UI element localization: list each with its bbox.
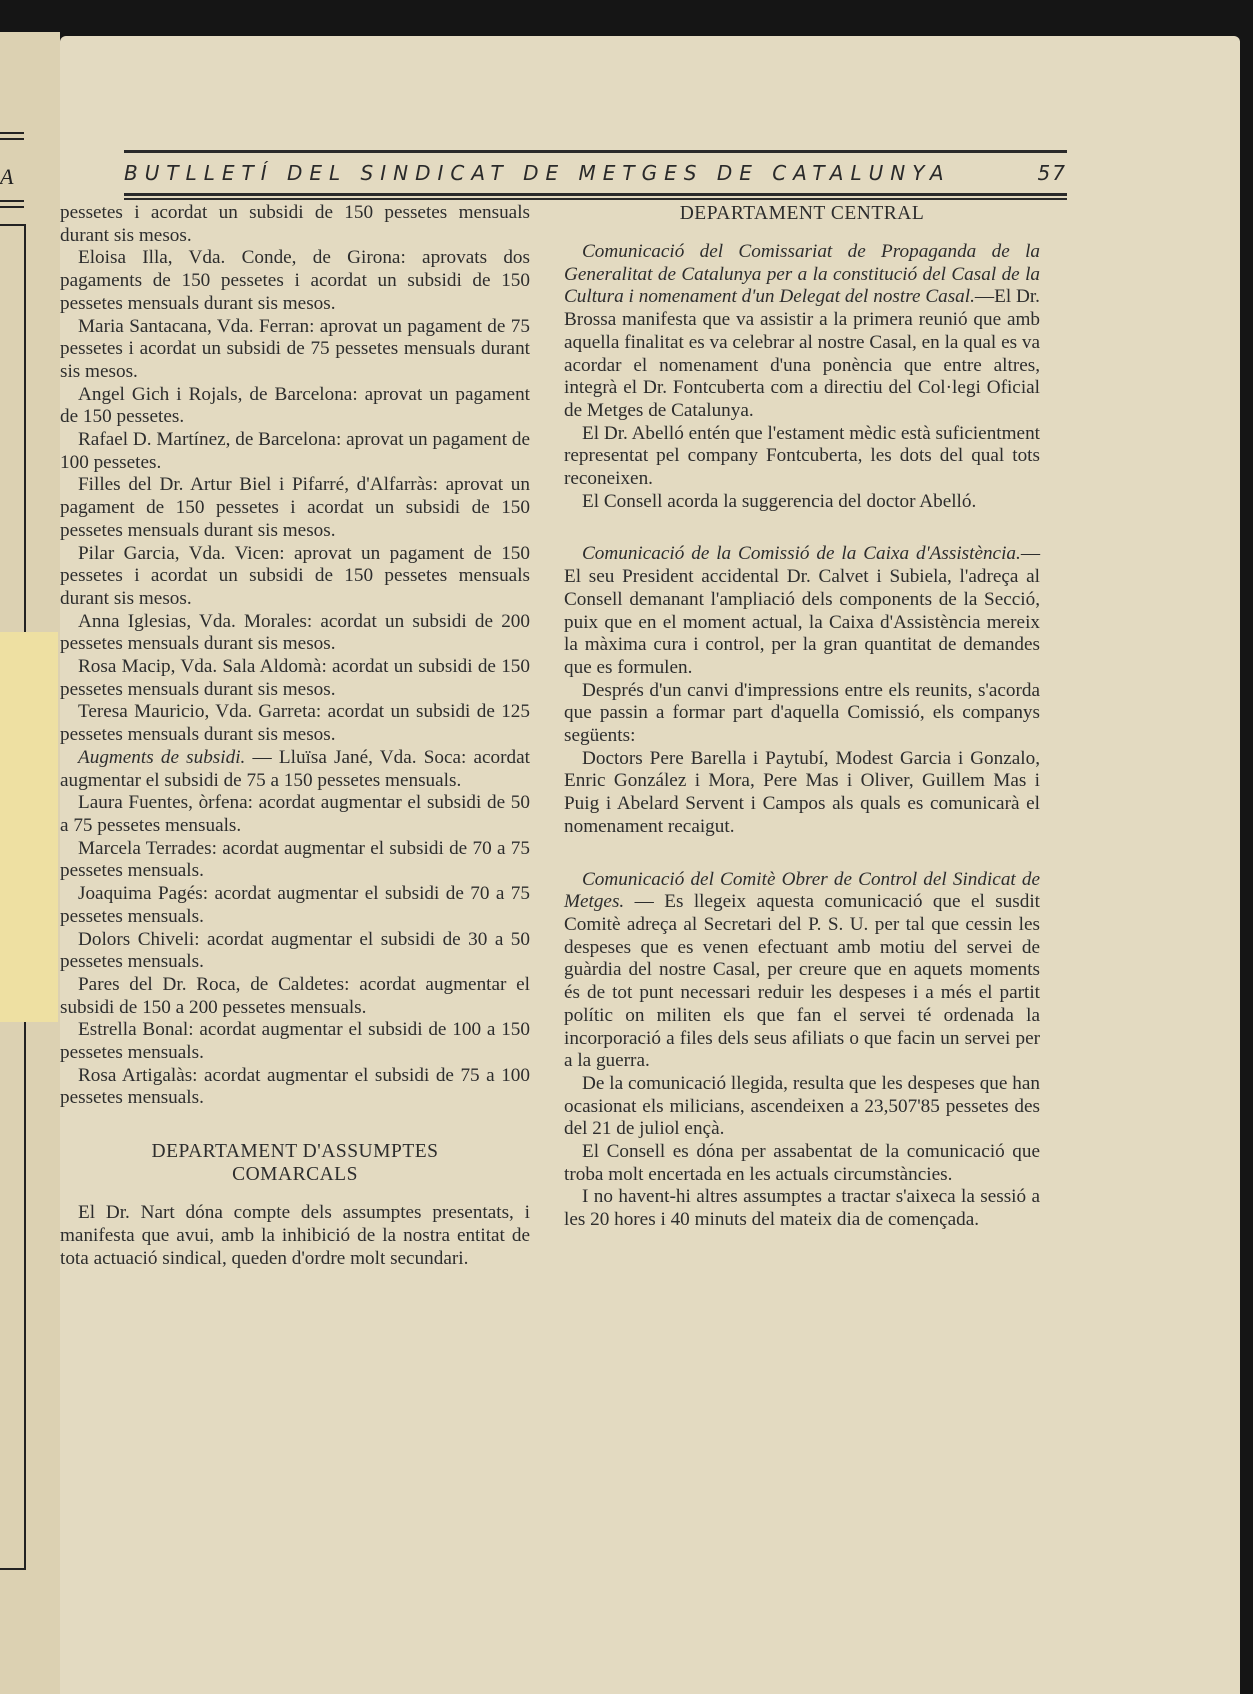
block-paragraph (564, 241, 1040, 423)
page-number: 57 (1037, 161, 1067, 185)
header-title: BUTLLETÍ DEL SINDICAT DE METGES DE CATALUNYA (124, 161, 951, 185)
block-paragraph (564, 543, 1040, 679)
right-column (564, 202, 1040, 1232)
paragraph: Marcela Terrades: acordat augmentar el subsidi de 70 a 75 pessetes mensuals. (60, 837, 530, 882)
header-rule-top (124, 150, 1067, 153)
left-column (60, 202, 530, 1270)
paragraph: Després d'un canvi d'impressions entre els reunits, s'acorda que passin a formar part d'aquella Comissió, els companys següents: (564, 679, 1040, 747)
paragraph: De la comunicació llegida, resulta que les despeses que han ocasionat els milicians, ascendeixen a 23,507'85 pessetes des del 21 de juliol ençà. (564, 1072, 1040, 1140)
header-rule-bottom (124, 193, 1067, 196)
block-text: — Es llegeix aquesta comunicació que el susdit Comitè adreça al Secretari del P. S. U. per tal que cessin les despeses que es venen efectuant amb motiu del servei de guàrdia del nostre Casal, per creure que en aquets moments és de tot punt necessari reduir les despeses i a més el partit polític on militen els que fan el servei té ordenada la incorporació a files dels seus afiliats o que facin un servei per a la guerra. (564, 891, 1040, 1072)
left-page-rule (0, 206, 24, 208)
augments-paragraph (60, 747, 530, 792)
bookmark-tab (0, 632, 58, 1022)
block-heading: Comunicació de la Comissió de la Caixa d'Assistència. (582, 543, 1021, 565)
paragraph: Teresa Mauricio, Vda. Garreta: acordat un subsidi de 125 pessetes mensuals durant sis mesos. (60, 701, 530, 746)
block-heading: Comunicació del Comissariat de Propaganda de la Generalitat de Catalunya per a la constitució del Casal de la Cultura i nomenament d'un Delegat del nostre Casal. (564, 241, 1040, 308)
header-rule-bottom-2 (124, 198, 1067, 200)
augments-first: — Lluïsa Jané, Vda. Soca: acordat augmentar el subsidi de 75 a 150 pessetes mensuals. (60, 746, 530, 791)
paragraph: Estrella Bonal: acordat augmentar el subsidi de 100 a 150 pessetes mensuals. (60, 1019, 530, 1064)
paragraph: Joaquima Pagés: acordat augmentar el subsidi de 70 a 75 pessetes mensuals. (60, 883, 530, 927)
block-text: —El seu President accidental Dr. Calvet i Subiela, l'adreça al Consell demanant l'ampliació dels components de la Secció, puix que en el moment actual, la Caixa d'Assistència mereix la màxima cura i control, per la gran quantitat de demandes que es formulen. (564, 543, 1040, 678)
block-text: —El Dr. Brossa manifesta que va assistir a la primera reunió que amb aquella finalitat es va celebrar al nostre Casal, en la qual es va acordar el nomenament d'una ponència que entre altres, integrà el Dr. Fontcuberta com a directiu del Col·legi Oficial de Metges de Catalunya. (564, 286, 1040, 421)
paragraph: Eloisa Illa, Vda. Conde, de Girona: aprovats dos pagaments de 150 pessetes i acordat un subsidi de 150 pessetes mensuals durant sis mesos. (60, 247, 530, 314)
paragraph: Doctors Pere Barella i Paytubí, Modest Garcia i Gonzalo, Enric González i Mora, Pere Mas i Oliver, Guillem Mas i Puig i Abelard Servent i Campos als quals es comunicarà el nomenament recaigut. (564, 747, 1040, 837)
paragraph: Maria Santacana, Vda. Ferran: aprovat un pagament de 75 pessetes i acordat un subsidi de 75 pessetes mensuals durant sis mesos. (60, 315, 530, 382)
running-header (124, 148, 1067, 202)
paragraph: Angel Gich i Rojals, de Barcelona: aprovat un pagament de 150 pessetes. (60, 383, 530, 428)
section-heading-central: DEPARTAMENT CENTRAL (679, 203, 925, 224)
paragraph: Anna Iglesias, Vda. Morales: acordat un subsidi de 200 pessetes mensuals durant sis mesos. (60, 610, 530, 655)
paragraph: Filles del Dr. Artur Biel i Pifarré, d'Alfarràs: aprovat un pagament de 150 pessetes i acordat un subsidi de 150 pessetes mensuals durant sis mesos. (60, 474, 530, 541)
block-heading: Comunicació del Comitè Obrer de Control del Sindicat de Metges. (564, 868, 1040, 913)
paragraph: Rosa Artigalàs: acordat augmentar el subsidi de 75 a 100 pessetes mensuals. (60, 1064, 530, 1109)
paragraph: Pares del Dr. Roca, de Caldetes: acordat augmentar el subsidi de 150 a 200 pessetes mensuals. (60, 973, 530, 1018)
left-page-letter: A (0, 164, 14, 189)
paragraph: El Consell acorda la suggerencia del doctor Abelló. (582, 490, 977, 512)
paragraph: Laura Fuentes, òrfena: acordat augmentar el subsidi de 50 a 75 pessetes mensuals. (60, 792, 530, 836)
block-paragraph (564, 869, 1040, 1073)
paragraph: El Dr. Abelló entén que l'estament mèdic està suficientment representat pel company Fontcuberta, les dots del qual tots reconeixen. (564, 422, 1040, 490)
paragraph: El Consell es dóna per assabentat de la comunicació que troba molt encertada en les actuals circumstàncies. (564, 1141, 1040, 1185)
paragraph: Dolors Chiveli: acordat augmentar el subsidi de 30 a 50 pessetes mensuals. (60, 928, 530, 973)
paragraph: Rafael D. Martínez, de Barcelona: aprovat un pagament de 100 pessetes. (60, 429, 530, 473)
paragraph: Pilar Garcia, Vda. Vicen: aprovat un pagament de 150 pessetes i acordat un subsidi de 150 pessetes mensuals durant sis mesos. (60, 542, 530, 609)
section-heading-comarcals: DEPARTAMENT D'ASSUMPTES COMARCALS (151, 1141, 439, 1186)
left-page-rule (0, 200, 24, 202)
augments-heading: Augments de subsidi. (78, 746, 246, 768)
paragraph: pessetes i acordat un subsidi de 150 pessetes mensuals durant sis mesos. (60, 202, 530, 246)
paragraph: El Dr. Nart dóna compte dels assumptes presentats, i manifesta que avui, amb la inhibició de la nostra entitat de tota actuació sindical, queden d'ordre molt secundari. (60, 1202, 530, 1269)
left-page-rule (0, 138, 24, 140)
paragraph: I no havent-hi altres assumptes a tractar s'aixeca la sessió a les 20 hores i 40 minuts del mateix dia de començada. (564, 1186, 1040, 1231)
left-page-rule (0, 132, 24, 134)
paragraph: Rosa Macip, Vda. Sala Aldomà: acordat un subsidi de 150 pessetes mensuals durant sis mesos. (60, 656, 530, 700)
